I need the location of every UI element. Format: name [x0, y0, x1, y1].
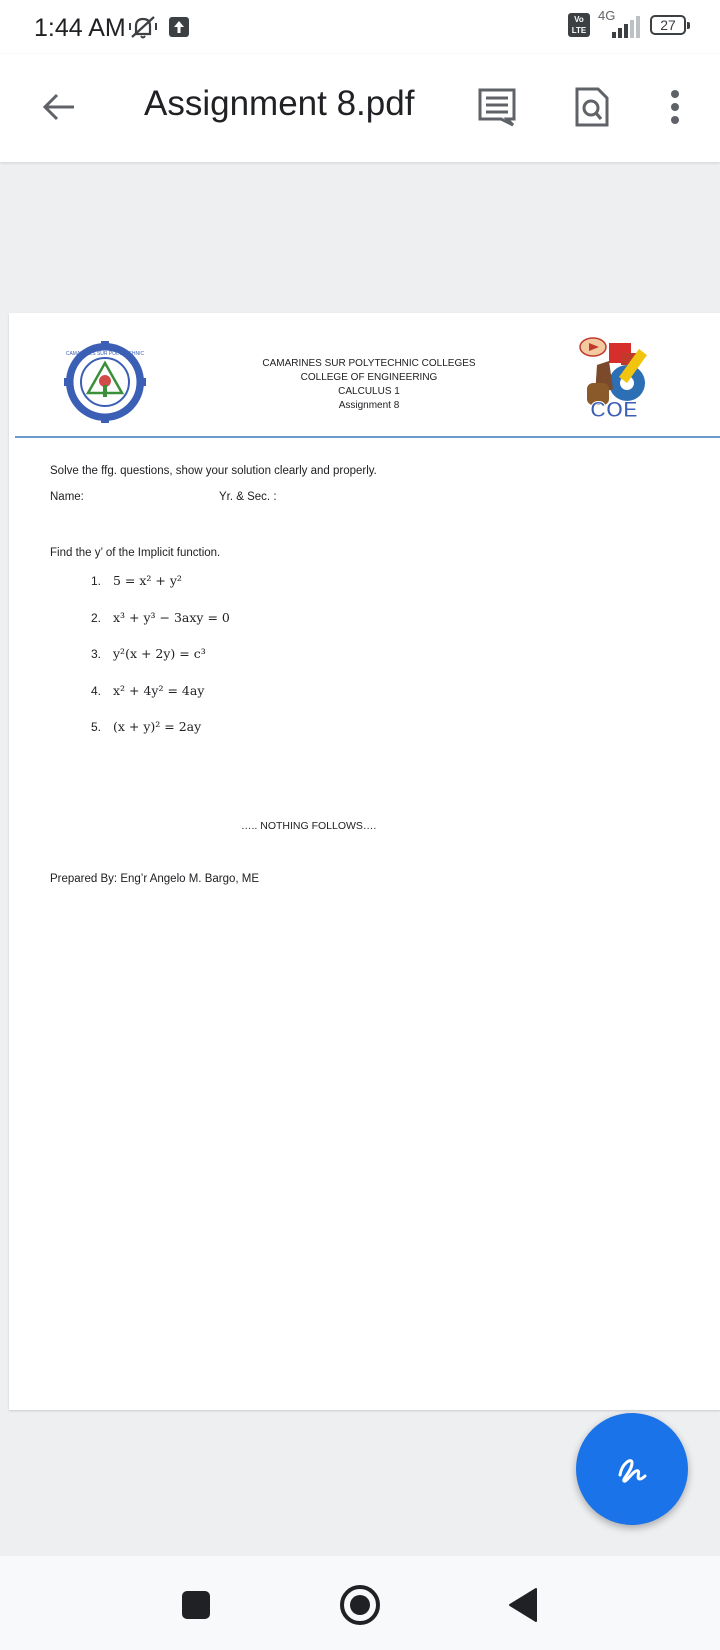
question-number: 1. — [91, 574, 102, 588]
header-line-1: CAMARINES SUR POLYTECHNIC COLLEGES — [262, 358, 476, 369]
list-item — [91, 646, 230, 683]
svg-text:CAMARINES SUR POLYTECHNIC: CAMARINES SUR POLYTECHNIC — [65, 351, 145, 357]
app-bar — [0, 54, 720, 162]
document-title: Assignment 8.pdf — [144, 84, 415, 123]
name-label: Name: — [50, 491, 84, 503]
signal-icon — [598, 8, 642, 38]
list-item — [91, 719, 230, 756]
back-button[interactable] — [34, 82, 84, 132]
more-options-button[interactable] — [650, 80, 700, 134]
system-nav-bar — [0, 1556, 720, 1650]
upload-icon — [168, 16, 190, 43]
header-line-2: COLLEGE OF ENGINEERING — [300, 372, 438, 383]
question-equation: (x + y)² = 2ay — [113, 719, 202, 734]
back-triangle-icon — [508, 1587, 538, 1623]
question-equation: y²(x + 2y) = c³ — [113, 646, 206, 661]
volte-icon: Vo LTE — [568, 13, 590, 37]
prepared-by-text: Prepared By: Eng’r Angelo M. Bargo, ME — [50, 873, 260, 885]
question-equation: 5 = x² + y² — [113, 573, 182, 588]
coe-logo — [569, 333, 659, 427]
list-item — [91, 683, 230, 720]
header-line-4: Assignment 8 — [338, 400, 400, 411]
college-seal-logo — [64, 341, 146, 428]
home-circle-icon — [339, 1584, 381, 1626]
system-back-button[interactable] — [498, 1580, 548, 1630]
question-equation: x² + 4y² = 4ay — [113, 682, 205, 698]
section-title: Find the y’ of the Implicit function. — [50, 547, 221, 559]
question-number: 3. — [91, 647, 102, 661]
comment-button[interactable] — [472, 80, 522, 134]
question-list — [91, 573, 230, 756]
comment-icon — [477, 87, 517, 127]
coe-logo-text: COE — [590, 397, 638, 422]
search-document-icon — [574, 86, 610, 128]
question-number: 4. — [91, 683, 102, 698]
list-item — [91, 610, 230, 647]
pdf-page[interactable] — [9, 313, 720, 1410]
home-button[interactable] — [335, 1580, 385, 1630]
yr-sec-label: Yr. & Sec. : — [219, 491, 277, 503]
status-time: 1:44 AM — [34, 14, 126, 42]
question-equation: x³ + y³ − 3axy = 0 — [113, 609, 230, 625]
header-divider — [15, 436, 720, 438]
question-number: 5. — [91, 720, 102, 734]
list-item — [91, 573, 230, 610]
nothing-follows-text: ….. NOTHING FOLLOWS…. — [241, 820, 377, 832]
mute-vibrate-icon — [128, 14, 158, 45]
instructions-text: Solve the ffg. questions, show your solution clearly and properly. — [50, 465, 377, 477]
network-label: 4G — [598, 8, 616, 23]
status-bar — [0, 0, 720, 54]
search-document-button[interactable] — [567, 80, 617, 134]
header-line-3: CALCULUS 1 — [338, 386, 400, 397]
more-vert-icon — [670, 89, 680, 125]
recents-button[interactable] — [171, 1580, 221, 1630]
question-number: 2. — [91, 610, 102, 625]
annotate-fab-button[interactable] — [576, 1413, 688, 1525]
battery-icon: 27 — [650, 15, 686, 35]
signature-icon — [612, 1449, 652, 1489]
document-header — [209, 357, 529, 413]
recents-square-icon — [181, 1590, 211, 1620]
back-arrow-icon — [42, 93, 76, 121]
